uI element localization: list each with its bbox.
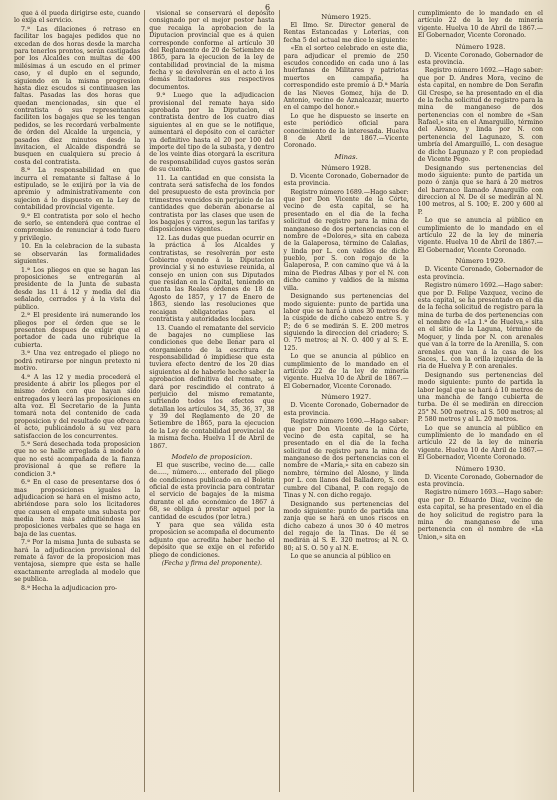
paragraph: Registro número 1693.—Hago saber: que por D. Eduardo Diaz, vecino de esta capital, se ha presentado en el dia de hoy solicitud de registro para la mina de manganeso de una pertenencia con el nombre de «La Union,» sita en [417, 489, 543, 541]
paragraph: 12. Las dudas que puedan ocurrir en la práctica á los Alcaldes y contratistas, se resolverán por este Gobierno oyendo á la Diputacion provincial y si no estuviese reunida, al consejo en union con sus Diputados que residan en la Capital, teniendo en cuenta las Reales órdenes de 18 de Agosto de 1857, y 17 de Enero de 1863, siendo las resoluciones que recaigan obligatorias para el contratista y autoridades locales. [149, 234, 275, 323]
section-heading: Modelo de proposicion. [171, 452, 253, 461]
paragraph: Lo que he dispuesto se inserte en este periódico oficial para conocimiento de la interesada. Huelva 8 de Abril de 1867.—Vicente Coronado. [283, 112, 409, 150]
column-3 [279, 10, 413, 792]
paragraph: 10. En la celebracion de la subasta se observarán las formalidades siguientes. [14, 243, 141, 266]
paragraph: visional se conservará el depósito consignado por el mejor postor hasta que recaiga la aprobacion de la Diputacion provincial que es á quien corresponde conforme al artículo 30 del Reglamento de 20 de Setiembre de 1865, para la ejecucion de la ley de contabilidad provincial de la misma fecha y se devolverán en el acto á los demás licitadores sus respectivos documentos. [149, 10, 275, 91]
section-heading: Número 1930. [455, 464, 506, 473]
paragraph: que á él pueda dirigirse este, cuando lo exija el servicio. [14, 10, 141, 25]
section-heading: Minas. [334, 152, 358, 161]
paragraph: El Ilmo. Sr. Director general de Rentas Estancadas y Loterias, con fecha 5 del actual me dice lo siguiente: [283, 22, 409, 44]
paragraph: Designando sus pertenencias del modo siguiente: punto de partida un pozo ó zanja que se hará á 20 metros del barranco llamado Amarguillo con direccion al N. De él se medirán al N. 100 metros, al S. 100; E. 200 y 600 al P. [417, 164, 543, 216]
paragraph: 7.ª Las dilaciones ó retraso en facilitar los bagajes pedidos que no excedan de dos horas desde la marcha para tenerlos prontos, serán castigadas por los Alcaldes con multas de 400 milésimas á un escudo en el primer caso, y el duplo en el segundo, siguiendo en la misma progresion hasta diez escudos si continuasen las faltas. Pasadas las dos horas que quedan mencionadas, sin que el contratista ó sus representantes faciliten los bagajes que se les tengan pedidos, se les recordará verbalmente de órden del Alcalde la urgencia, y pasados diez minutos desde la invitacion, el Alcalde dispondrá se busquen en cualquiera su precio á costa del contratista. [14, 25, 141, 166]
paragraph: D. Vicente Coronado, Gobernador de esta provincia. [417, 51, 543, 66]
paragraph: D. Vicente Coronado, Gobernador de esta provincia. [417, 473, 543, 488]
paragraph: 11. La cantidad en que consista la contrata será satisfecha de los fondos del presupuesto de esta provincia por trimestres vencidos sin perjuicio de las cantidades que deberán abonarse al contratista por las clases que usen de los bagajes y carros, segun las tarifas y disposiciones vigentes. [149, 174, 275, 234]
column-2 [144, 10, 278, 792]
paragraph: 13. Cuando el rematante del servicio de bagajes no cumpliese las condiciones que debe llenar para el otorgamiento de la escritura de responsabilidad ó impidiese que esta tuviera efecto dentro de los 20 dias siguientes al de haberle hecho saber la aprobacion definitiva del remate, se dará por rescindido el contrato á perjuicio del mismo rematante, sufriendo todos los efectos que detallan los artículos 34, 35, 36, 37, 38 y 39 del Reglamento de 20 de Setiembre de 1865, para la ejecucion de la Ley de contabilidad provincial de la misma fecha. Huelva 11 de Abril de 1867. [149, 324, 275, 450]
section-heading: Número 1925. [321, 13, 371, 21]
paragraph: D. Vicente Coronado, Gobernador de esta provincia. [417, 266, 543, 281]
section-heading: Número 1928. [321, 163, 371, 172]
paragraph: 6.ª En el caso de presentarse dos ó mas proposiciones iguales la adjudicacion se hará en el mismo acto, abriéndose para solo los licitadores que causen el empate una subasta por media hora más admitiéndose las proposiciones verbales que se haga en baja de las cuentas. [14, 479, 141, 538]
paragraph: Lo que se anuncia al público en [290, 553, 391, 561]
section-heading: Número 1928. [455, 42, 506, 51]
paragraph: D. Vicente Coronado, Gobernador de esta provincia. [283, 402, 409, 417]
paragraph: Designando sus pertenencias del modo siguiente: punto de partida la labor legal que se hará á 10 metros de una mancha de fango cubierta de turba. De él se medirán en direccion 25° N. 500 metros; al S. 500 metros; al P. 580 metros y al L. 20 metros. [417, 371, 543, 424]
column-4 [413, 10, 547, 792]
paragraph: 9.ª El contratista por solo el hecho de serlo, se entenderá que contrae el compromiso de renunciar á todo fuero y privilegio. [14, 212, 141, 242]
text-columns [10, 10, 547, 792]
paragraph: El que suscribe, vecino de..... calle de....., número..... enterado del pliego de condiciones publicado en el Boletin oficial de esta provincia para contratar el servicio de bagajes de la misma durante el año económico de 1867 á 68, se obliga á prestar aquel por la cantidad de escudos (por letra.) [149, 461, 275, 521]
paragraph: Registro número 1692.—Hago saber: que por D. Felipe Vazquez, vecino de esta capital, se ha presentado en el dia de la fecha solicitud de registro para la mina de turba de dos pertenencias con el nombre de «La 1.ª de Huelva,» sita en el sitio de la Laguna, término de Moguer, y linda por N. con arenales que van á la torre de la Arenilla, S. con arenales que van á la casa de los Saces, L. con la orilla izquierda de la ria de Huelva y P. con arenales. [417, 282, 543, 371]
paragraph: Y para que sea válida esta proposicion se acompaña el documento adjunto que acredita haber hecho el depósito que se exije en el referido pliego de condiciones. [149, 522, 275, 559]
paragraph: cumplimiento de lo mandado en el artículo 22 de la ley de minería vigente. Huelva 10 de Abril de 1867.—El Gobernador, Vicente Coronado. [417, 10, 543, 40]
paragraph: 7.ª Por la misma Junta de subasta se hará la adjudicacion provisional del remate á favor de la proposicion mas ventajosa, siempre que esta se halle exactamente arreglada al modelo que se publica. [14, 539, 141, 584]
paragraph: 8.ª Hecha la adjudicacion pro- [21, 584, 118, 592]
paragraph: 8.ª La responsabilidad en que incurra el rematante si faltase á lo estipulado, se le exijirá por la via de apremio y administrativamente con sujecion á lo dispuesto en la Ley de contabilidad provincial vigente. [14, 167, 141, 212]
paragraph: D. Vicente Coronado, Gobernador de esta provincia. [283, 172, 409, 188]
paragraph: Lo que se anuncia al público en cumplimiento de lo mandado en el artículo 22 de la ley de minería vigente. Huelva 10 de Abril de 1867.—El Gobernador, Vicente Coronado. [417, 217, 543, 254]
section-heading: Número 1929. [455, 257, 506, 266]
section-heading: Número 1927. [321, 393, 371, 402]
paragraph: 1.ª Los pliegos en que se hagan las proposiciones se entregarán al presidente de la Junta de subasta desde las 11 á 12 y media del dia señalado, cerrados y á la vista del público. [14, 266, 141, 311]
paragraph: Lo que se anuncia al público en cumplimiento de lo mandado en el artículo 22 de la ley de minería vigente. Huelva 10 de Abril de 1867.—El Gobernador, Vicente Coronado. [283, 353, 409, 390]
paragraph: 9.ª Luego que la adjudicacion provisional del remate haya sido aprobada por la Diputacion, el contratista dentro de los cuatro dias siguientes al en que se le notifique, aumentará el depósito con el carácter ya definitivo hasta el 20 por 100 del importe del tipo de la subasta, y dentro de los veinte dias otorgará la escritura de responsabilidad cuyos gastos serán de su cuenta. [149, 92, 275, 174]
paragraph: Registro número 1692.—Hago saber: que por D. Andres Mora, vecino de esta capital, en nombre de Don Serafin Gil Crespo, se ha presentado en el dia de la fecha solicitud de registro para la mina de manganeso de dos pertenencias con el nombre de «San Rafael,» sita en el Amarguillo, término del Alosno, y linda por N. con pertenencia del Lagunazo, S. con umbría del Amarguillo, L. con desague de dicho Lagunazo y P. con propiedad de Vicente Pego. [417, 67, 543, 163]
paragraph: Designando sus pertenencias del modo siguiente: punto de partida una zanja que se hará en unos riscos en dicho cabezo á unos 30 ó 40 metros del regajo de la Tinas. De él se medirán al S. E. 320 metros; al N. O. 80; al S. O. 50 y al N. E. [283, 500, 409, 552]
paragraph: Registro número 1690.—Hago saber: que por Don Vicente de la Córte, vecino de esta capital, se ha presentado en el dia de la fecha solicitud de registro para la mina de manganeso de dos pertenencias con el nombre de «María,» sita en cabezo sin nombre, término del Alosno, y linda por L. con llanos del Balladero, S. con cumbre del Cibanal, P. con regajo de Tinas y N. con dicho regajo. [283, 418, 409, 499]
paragraph: 3.ª Una vez entregado el pliego no podrá retirarse por ningun pretexto ni motivo. [14, 350, 141, 372]
paragraph: Designando sus pertenencias del modo siguiente: punto de partida una labor que se hará á unos 30 metros de la cúspide de dicho cabezo entre S. y P.; de 6 se medirán S. E. 200 metros siguiendo la direccion del criadero; S. O. 75 metros; al N. O. 400 y al S. E. 125. [283, 293, 409, 352]
paragraph: Lo que se anuncia al público en cumplimiento de lo mandado en el artículo 22 de la ley de minería vigente. Huelva 10 de Abril de 1867.—El Gobernador, Vicente Coronado. [417, 424, 543, 462]
paragraph: (Fecha y firma del proponente). [161, 560, 263, 568]
paragraph: «En el sorteo celebrado en este dia, para adjudicar el premio de 250 escudos concedido en cada uno á las huérfanas de Militares y patriotas muertos en campaña, ha correspondido este premio á D.ª María de las Nieves Gomez, hija de D. Antonio, vecino de Aznalcazar, muerto en el campo del honor.» [283, 45, 409, 112]
page-number: 6 [265, 3, 271, 12]
paragraph: 4.ª A las 12 y media procederá el presidente á abrir los pliegos por el mismo órden con que hayan sido entregados y leerá las proposiciones en alta voz. El Secretario de la Junta tomará nota del contenido de cada proposicion y del resultado que ofrezca el acto, publicándolo á su vez para satisfaccion de los concurrentes. [14, 373, 141, 440]
column-1 [10, 10, 144, 792]
paragraph: 5.ª Será desechada toda proposicion que no se halle arreglada á modelo ó que no esté acompañada de la fianza provisional á que se refiere la condicion 3.ª [14, 441, 141, 478]
paragraph: Registro número 1689.—Hago saber: que por Don Vicente de la Córte, vecino de esta capital, se ha presentado en el dia de la fecha solicitud de registro para la mina de manganeso de dos pertenencias con el nombre de «Dolores,» sita en cabeza de la Galaperosa, término de Calañas, y linda por L. con valdios de dicho pueblo, por S. con rogajo de la Galaperosa, P. con camino que vá á la mina de Piedras Albas y por el N. con dicho camino y valdios de la misma villa. [283, 188, 409, 292]
paragraph: 2.ª El presidente irá numerando los pliegos por el órden que se le presenten despues de exigir que el portador de cada uno rubrique la cubierta. [14, 312, 141, 349]
